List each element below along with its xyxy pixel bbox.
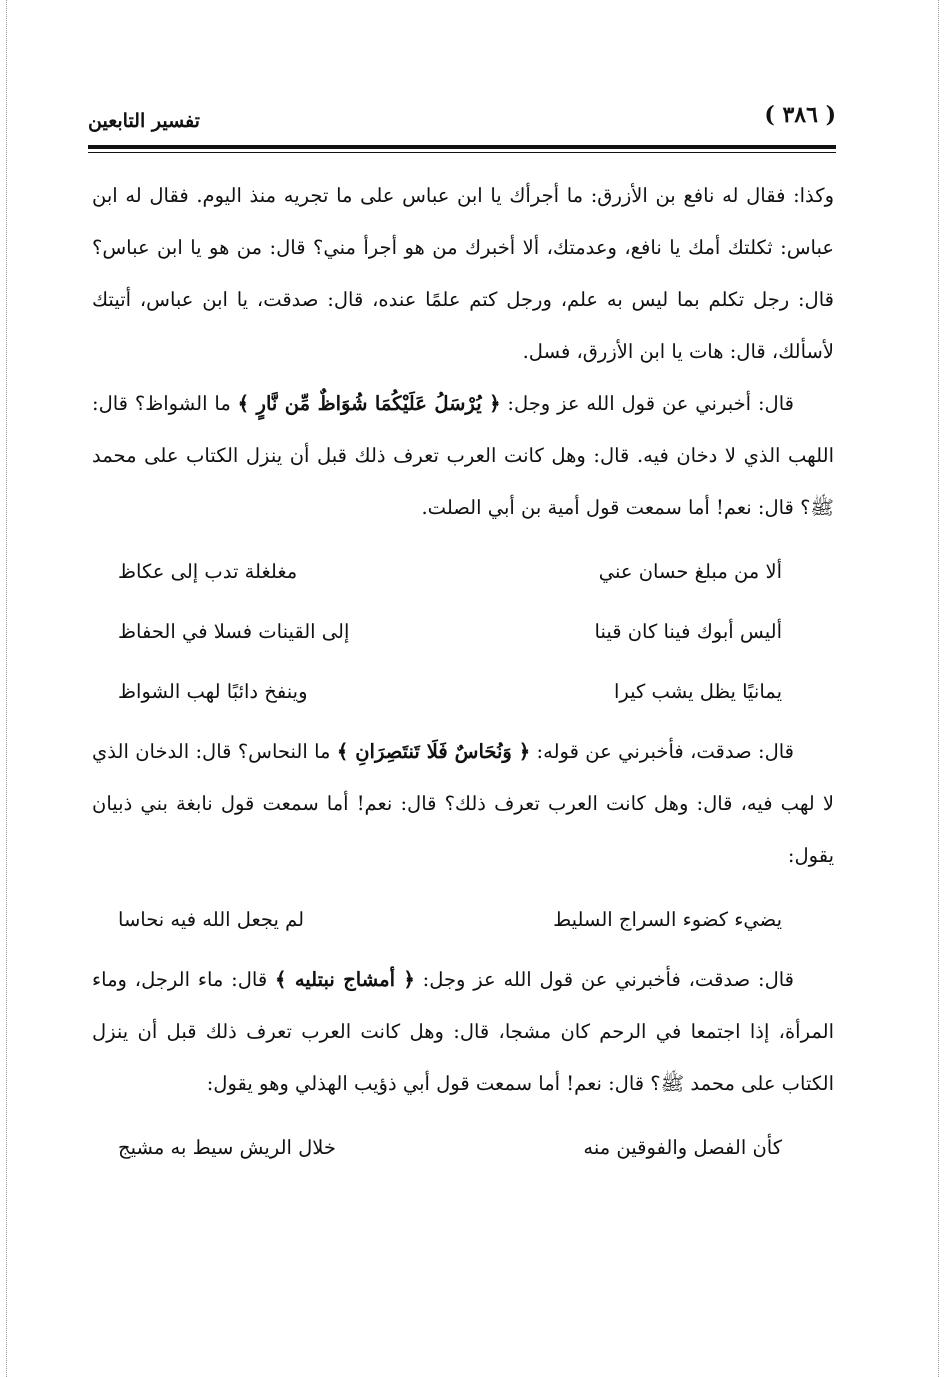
paragraph-3-rest: ما النحاس؟ قال: الدخان الذي لا لهب فيه، قال: وهل كانت العرب تعرف ذلك؟ قال: نعم! أما سمعت قول نابغة بني ذبيان يقول: [92, 740, 834, 867]
verse-first-hemistich: ألا من مبلغ حسان عني [598, 560, 782, 583]
scan-margin-right [934, 0, 939, 1377]
verse-second-hemistich: خلال الريش سيط به مشيج [118, 1136, 336, 1159]
poem-verse [92, 1118, 834, 1178]
poem-verse [92, 662, 834, 722]
paragraph-4 [92, 954, 834, 1110]
page-number: ( ٣٨٦ ) [764, 102, 836, 128]
verse-second-hemistich: مغلغلة تدب إلى عكاظ [118, 560, 298, 583]
quran-verse-amshaj: ﴿ أمشاج نبتليه ﴾ [275, 968, 415, 991]
verse-second-hemistich: إلى القينات فسلا في الحفاظ [118, 620, 350, 643]
header-rule [88, 145, 836, 149]
paragraph-3 [92, 726, 834, 882]
poem-nabigha [92, 890, 834, 950]
page-header [88, 100, 836, 140]
poem-umayya [92, 542, 834, 722]
poem-verse [92, 602, 834, 662]
verse-first-hemistich: يمانيًا يظل يشب كيرا [614, 680, 782, 703]
verse-first-hemistich: كأن الفصل والفوقين منه [583, 1136, 782, 1159]
poem-abu-dhuayb [92, 1118, 834, 1178]
poem-verse [92, 890, 834, 950]
paragraph-1: وكذا: فقال له نافع بن الأزرق: ما أجرأك يا ابن عباس على ما تجريه منذ اليوم. فقال له ابن عباس: ثكلتك أمك يا نافع، وعدمتك، ألا أخبرك من هو أجرأ مني؟ قال: من هو يا ابن عباس؟ قال: رجل تكلم بما ليس به علم، ورجل كتم علمًا عنده، قال: صدقت، يا ابن عباس، أتيتك لأسألك، قال: هات يا ابن الأزرق، فسل. [92, 184, 834, 363]
paragraph-4-rest: قال: ماء الرجل، وماء المرأة، إذا اجتمعا في الرحم كان مشجا، قال: وهل كانت العرب تعرف ذلك قبل أن ينزل الكتاب على محمد ﷺ؟ قال: نعم! أما سمعت قول أبي ذؤيب الهذلي وهو يقول: [92, 968, 834, 1095]
paragraph-2-rest: ما الشواظ؟ قال: اللهب الذي لا دخان فيه. قال: وهل كانت العرب تعرف ذلك قبل أن ينزل الكتاب على محمد ﷺ؟ قال: نعم! أما سمعت قول أمية بن أبي الصلت. [92, 392, 834, 519]
body-text [92, 170, 834, 1182]
verse-second-hemistich: لم يجعل الله فيه نحاسا [118, 908, 305, 931]
paragraph-4-lead: قال: صدقت، فأخبرني عن قول الله عز وجل: [414, 968, 794, 991]
paragraph-2-lead: قال: أخبرني عن قول الله عز وجل: [500, 392, 794, 415]
verse-first-hemistich: يضيء كضوء السراج السليط [553, 908, 782, 931]
paragraph-2 [92, 378, 834, 534]
poem-verse [92, 542, 834, 602]
verse-first-hemistich: أليس أبوك فينا كان قينا [594, 620, 782, 643]
scan-margin-left [6, 0, 11, 1377]
header-rule-thin [88, 152, 836, 153]
running-title: تفسير التابعين [88, 110, 200, 132]
quran-verse-nuhas: ﴿ وَنُحَاسٌ فَلَا تَنتَصِرَانِ ﴾ [336, 740, 531, 763]
paragraph-3-lead: قال: صدقت، فأخبرني عن قوله: [530, 740, 794, 763]
quran-verse-shuwaz: ﴿ يُرْسَلُ عَلَيْكُمَا شُوَاظٌ مِّن نَّارٍ ﴾ [237, 392, 501, 415]
verse-second-hemistich: وينفخ دائبًا لهب الشواظ [118, 680, 308, 703]
